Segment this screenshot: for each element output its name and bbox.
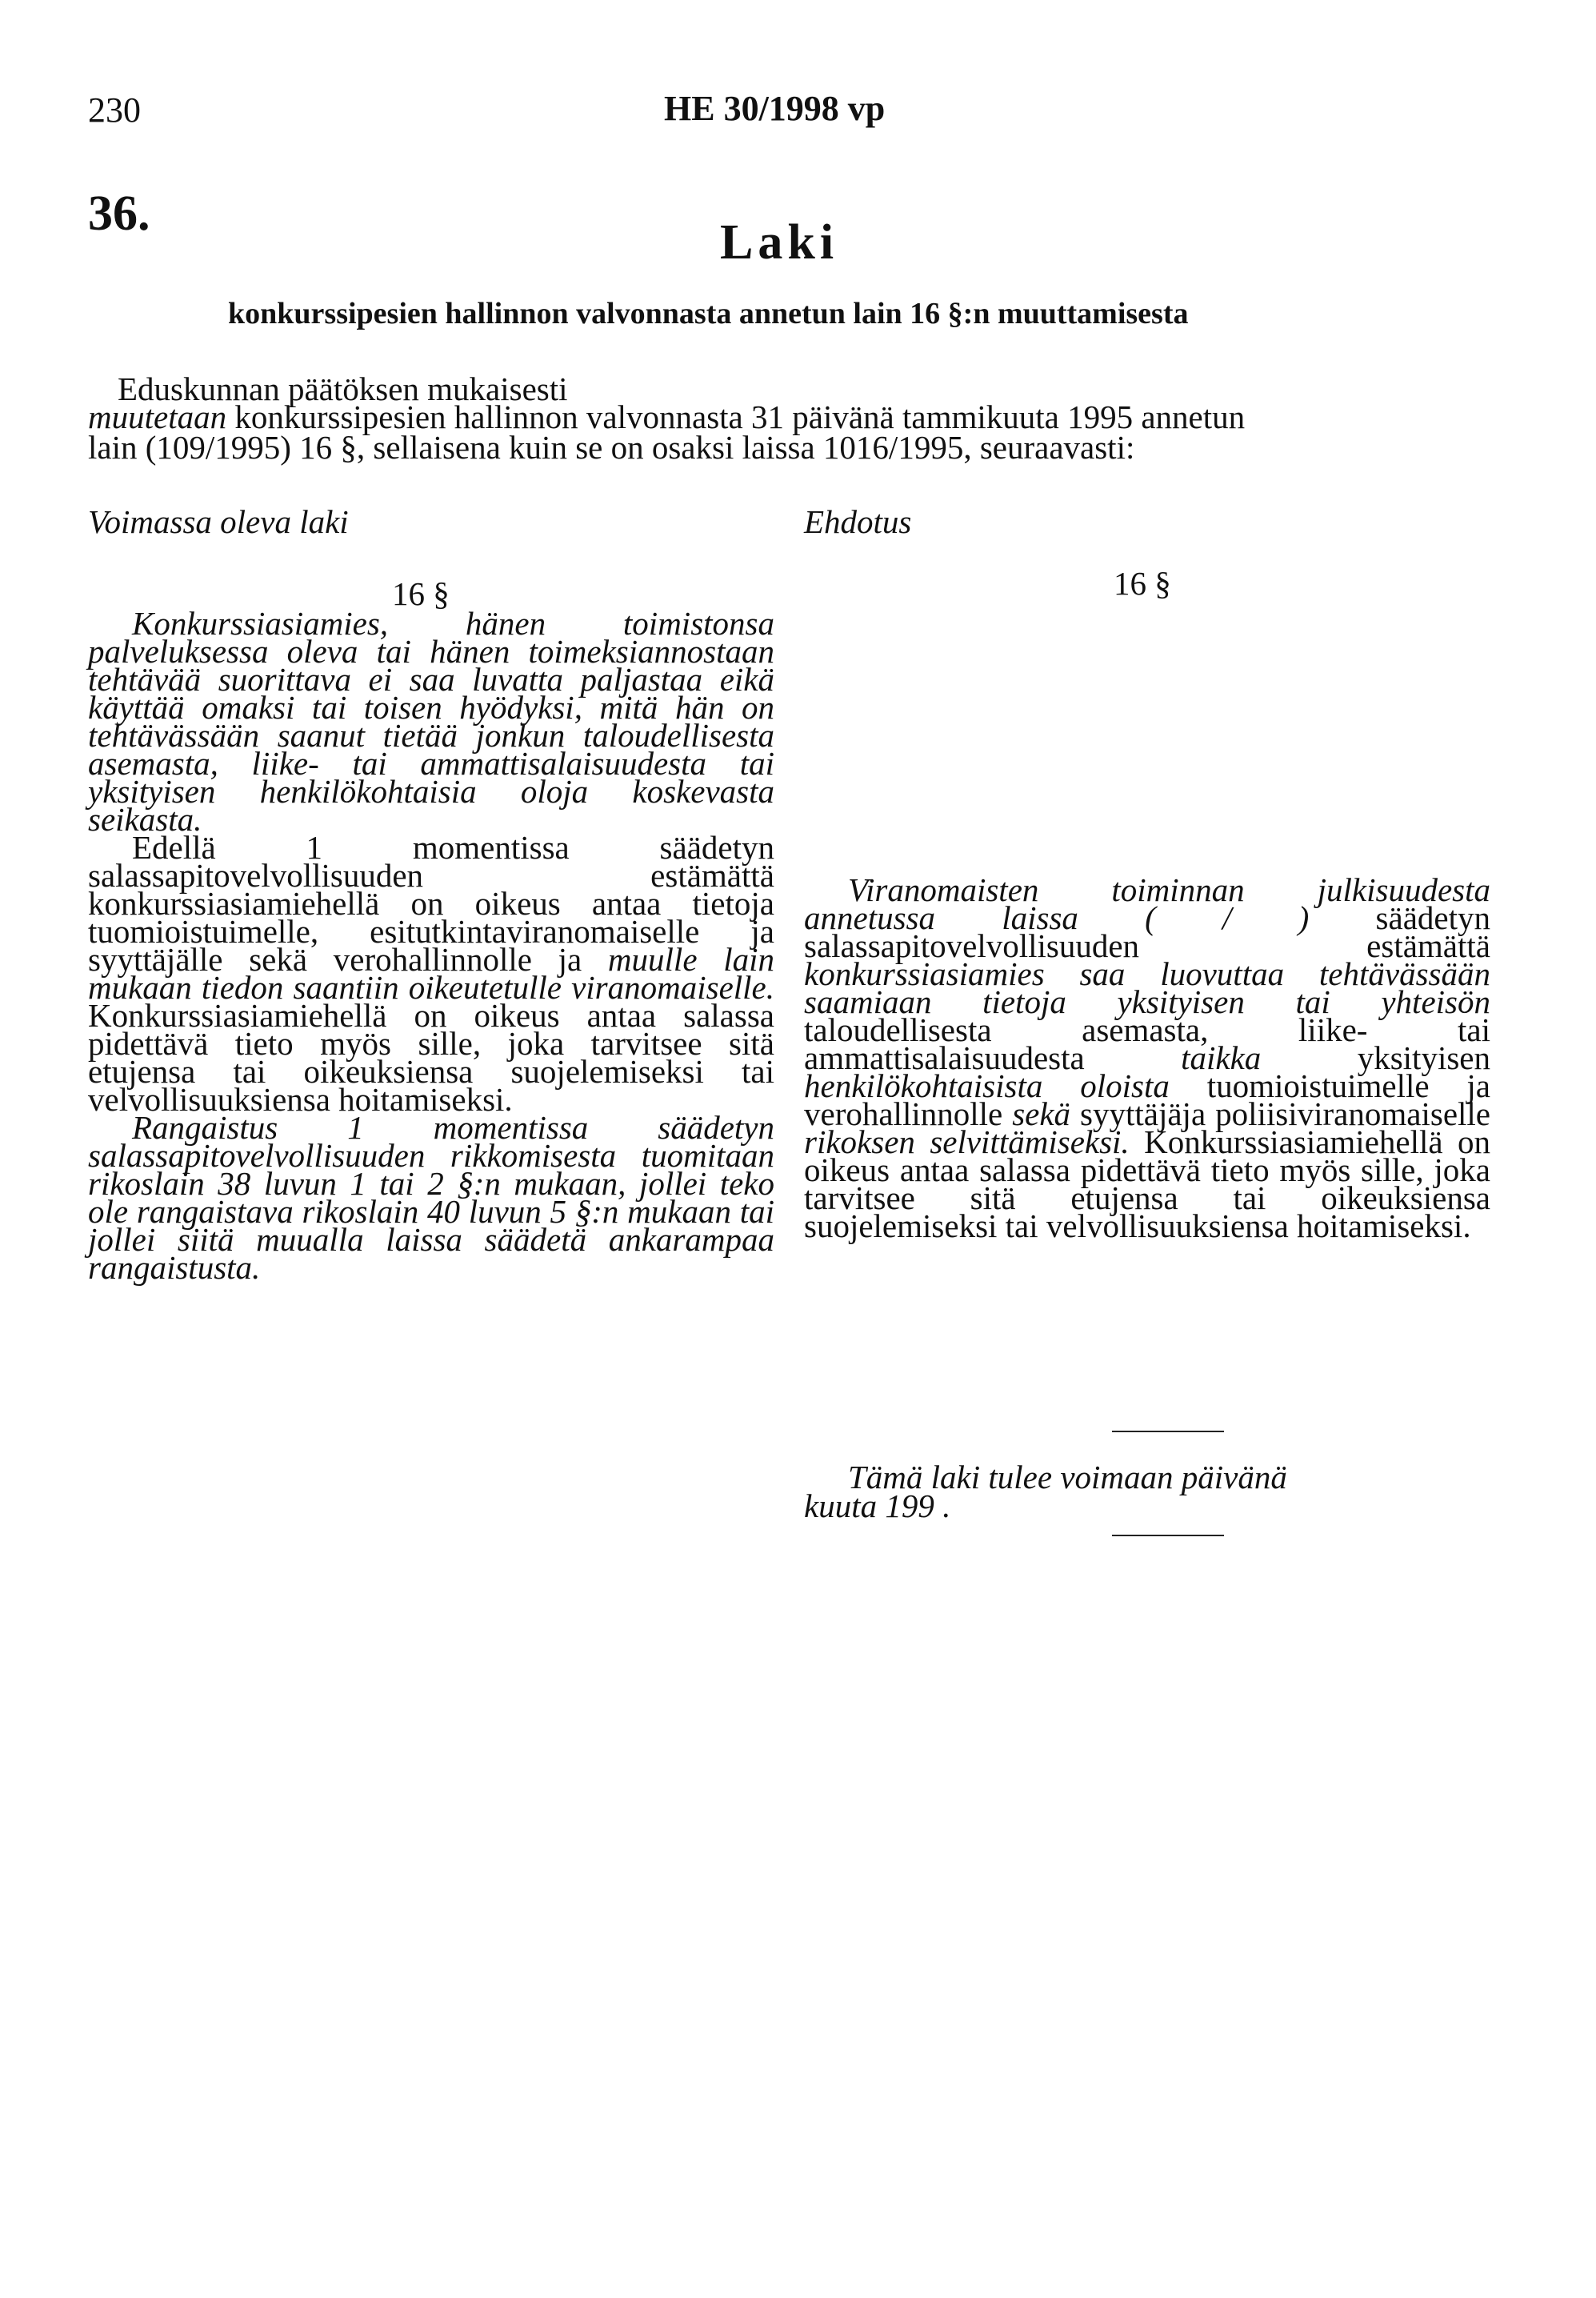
law-heading: Laki	[720, 215, 839, 270]
right-p1-italic-c: konkurssiasiamies saa luovuttaa tehtävässään saamiaan tietoja yksityisen tai yhteisön	[804, 955, 1490, 1020]
left-paragraph-3: Rangaistus 1 momentissa säädetyn salassapitovelvollisuuden rikkomisesta tuomitaan rikoslain 38 luvun 1 tai 2 §:n mukaan, jollei teko ole rangaistava rikoslain 40 luvun 5 §:n mukaan tai jollei siitä muualla laissa säädetä ankarampaa rangaistusta.	[88, 1109, 774, 1286]
page-number: 230	[88, 90, 141, 130]
right-p1-italic-e: taikka	[1181, 1039, 1262, 1076]
right-p1-text-l: Konkurssiasiamiehellä on oikeus antaa salassa pidettävä tieto myös sille, joka tarvitsee sitä etujensa tai oikeuksiensa suojelemiseksi tai velvollisuuksiensa hoitamiseksi.	[804, 1123, 1490, 1244]
right-p1-italic-i: sekä	[1012, 1095, 1071, 1132]
rule-above-entry	[1112, 1431, 1224, 1432]
left-paragraph-2	[88, 829, 774, 1118]
law-title: konkurssipesien hallinnon valvonnasta annetun lain 16 §:n muuttamisesta	[228, 297, 1189, 330]
preamble-line-3: lain (109/1995) 16 §, sellaisena kuin se on osaksi laissa 1016/1995, seuraavasti:	[88, 429, 1135, 466]
right-p1-text-d: taloudellisesta asemasta, liike- tai ammattisalaisuudesta	[804, 1011, 1490, 1076]
left-p2-italic: muulle lain mukaan tiedon saantiin oikeutetulle viranomaiselle.	[88, 941, 774, 1006]
law-number: 36.	[88, 186, 150, 241]
entry-into-force-line-1: Tämä laki tulee voimaan päivänä	[848, 1459, 1287, 1495]
right-p1-italic-k: rikoksen selvittämiseksi.	[804, 1123, 1130, 1160]
left-column-heading: Voimassa oleva laki	[88, 503, 349, 540]
entry-into-force-line-2: kuuta 199 .	[804, 1487, 951, 1524]
rule-below-entry	[1112, 1535, 1224, 1536]
preamble-verb: muutetaan	[88, 398, 227, 435]
right-column-heading: Ehdotus	[804, 503, 912, 540]
preamble-text: konkurssipesien hallinnon valvonnasta 31 päivänä tammikuuta 1995 annetun	[226, 398, 1246, 435]
document-id: HE 30/1998 vp	[664, 89, 886, 128]
left-paragraph-1: Konkurssiasiamies, hänen toimistonsa palveluksessa oleva tai hänen toimeksiannostaan tehtävää suorittava ei saa luvatta paljastaa eikä käyttää omaksi tai toisen hyödyksi, mitä hän on tehtävässään saanut tietää jonkun taloudellisesta asemasta, liike- tai ammattisalaisuudesta tai yksityisen henkilökohtaisia oloja koskevasta seikasta.	[88, 605, 774, 838]
left-p2-text-c: Konkurssiasiamiehellä on oikeus antaa salassa pidettävä tieto myös sille, joka tarvitsee sitä etujensa tai oikeuksiensa suojelemiseksi tai velvollisuuksiensa hoitamiseksi.	[88, 997, 774, 1118]
right-p1-text-b: säädetyn salassapitovelvollisuuden estämättä	[804, 899, 1490, 964]
right-p1-text-j: syyttäjäja poliisiviranomaiselle	[1070, 1095, 1490, 1132]
right-column-body	[804, 871, 1491, 1244]
right-p1-text-f: yksityisen	[1261, 1039, 1490, 1076]
left-column-body	[88, 605, 774, 1286]
left-section-number: 16 §	[392, 575, 450, 612]
preamble-line-1: Eduskunnan päätöksen mukaisesti	[118, 370, 568, 407]
left-p2-text-a: Edellä 1 momentissa säädetyn salassapitovelvollisuuden estämättä konkurssiasiamiehellä on oikeus antaa tietoja tuomioistuimelle, esitutkintaviranomaiselle ja syyttäjälle sekä verohallinnolle ja	[88, 829, 774, 978]
right-paragraph-1	[804, 871, 1491, 1244]
right-section-number: 16 §	[1114, 565, 1171, 602]
right-p1-text-h: tuomioistuimelle ja verohallinnolle	[804, 1067, 1491, 1132]
right-p1-italic-a: Viranomaisten toiminnan julkisuudesta annetussa laissa ( / )	[804, 871, 1490, 936]
right-p1-italic-g: henkilökohtaisista oloista	[804, 1067, 1170, 1104]
